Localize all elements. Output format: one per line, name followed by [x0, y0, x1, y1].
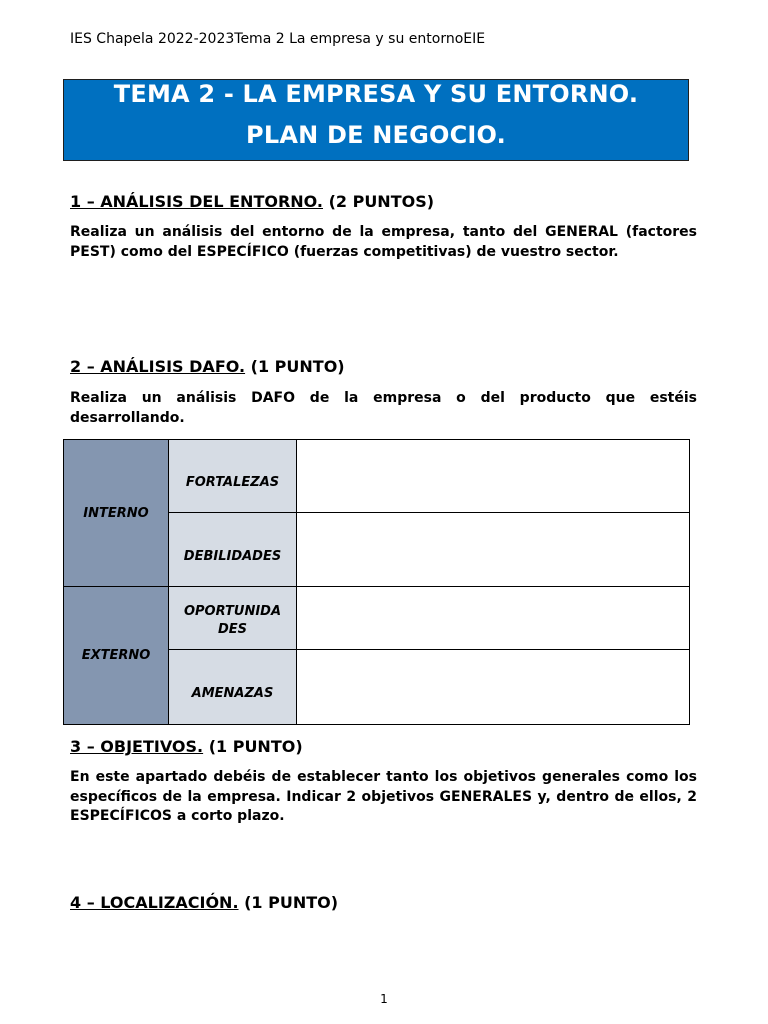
dafo-label-fortalezas: FORTALEZAS	[169, 440, 297, 513]
section-3-text: En este apartado debéis de establecer tanto los objetivos generales como los específicos de la empresa. Indicar 2 objetivos GENERALES y, dentro de ellos, 2 ESPECÍFICOS a corto plazo.	[70, 769, 697, 824]
title-banner	[63, 79, 689, 161]
dafo-table	[63, 439, 690, 725]
dafo-cell-fortalezas[interactable]	[297, 440, 690, 513]
dafo-cell-oportunidades[interactable]	[297, 587, 690, 650]
section-4-points: (1 PUNTO)	[238, 893, 339, 912]
section-1-text: Realiza un análisis del entorno de la empresa, tanto del GENERAL (factores PEST) como del ESPECÍFICO (fuerzas competitivas) de vuestro sector.	[70, 224, 697, 260]
dafo-row-fortalezas	[64, 440, 690, 513]
section-1-title: 1 – ANÁLISIS DEL ENTORNO.	[70, 192, 323, 211]
dafo-label-debilidades: DEBILIDADES	[169, 513, 297, 587]
section-1-points: (2 PUNTOS)	[323, 192, 435, 211]
dafo-cell-debilidades[interactable]	[297, 513, 690, 587]
section-3-points: (1 PUNTO)	[203, 737, 303, 756]
dafo-label-amenazas: AMENAZAS	[169, 650, 297, 725]
dafo-row-oportunidades	[64, 587, 690, 650]
section-3-heading	[70, 737, 303, 756]
dafo-group-interno: INTERNO	[64, 440, 169, 587]
section-2-text: Realiza un análisis DAFO de la empresa o del producto que estéis desarrollando.	[70, 390, 697, 426]
section-4-heading	[70, 893, 338, 912]
section-3-title: 3 – OBJETIVOS.	[70, 737, 204, 756]
page-header: IES Chapela 2022-2023Tema 2 La empresa y su entornoEIE	[70, 31, 486, 47]
section-4-title: 4 – LOCALIZACIÓN.	[70, 893, 239, 912]
dafo-label-oportunidades: OPORTUNIDA DES	[169, 587, 297, 650]
page-number: 1	[380, 992, 388, 1006]
section-2-points: (1 PUNTO)	[245, 357, 345, 376]
section-2-title: 2 – ANÁLISIS DAFO.	[70, 357, 246, 376]
section-2-heading	[70, 357, 345, 376]
section-1-heading	[70, 192, 434, 211]
dafo-cell-amenazas[interactable]	[297, 650, 690, 725]
title-line-1: TEMA 2 - LA EMPRESA Y SU ENTORNO.	[113, 80, 639, 108]
title-line-2: PLAN DE NEGOCIO.	[246, 121, 506, 149]
dafo-group-externo: EXTERNO	[64, 587, 169, 725]
